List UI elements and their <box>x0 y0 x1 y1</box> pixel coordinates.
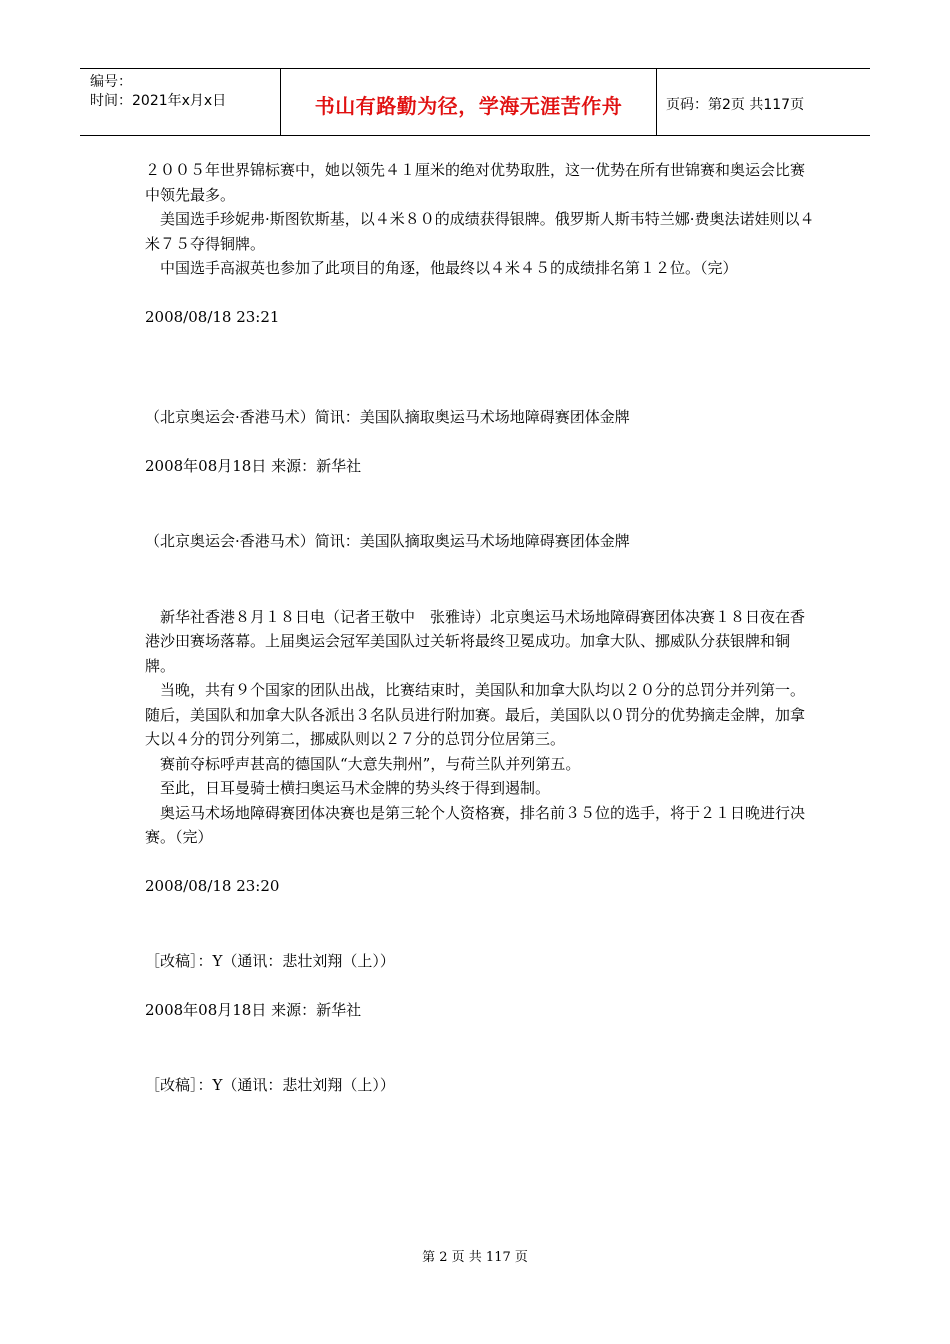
header-motto: 书山有路勤为径，学海无涯苦作舟 <box>281 69 657 135</box>
article2-dateline: 2008年08月18日 来源：新华社 <box>145 456 362 475</box>
article2-paragraph-5: 奥运马术场地障碍赛团体决赛也是第三轮个人资格赛，排名前３５位的选手，将于２１日晚进行决赛。（完） <box>145 803 806 846</box>
article2-timestamp: 2008/08/18 23:20 <box>145 876 280 895</box>
article1-paragraph-1: ２００５年世界锦标赛中，她以领先４１厘米的绝对优势取胜，这一优势在所有世锦赛和奥运会比赛中领先最多。 <box>145 161 806 204</box>
page-header <box>80 68 870 136</box>
article1-paragraph-2: 美国选手珍妮弗·斯图钦斯基，以４米８０的成绩获得银牌。俄罗斯人斯韦特兰娜·费奥法诺娃则以４米７５夺得铜牌。 <box>145 210 815 253</box>
article1-paragraph-3: 中国选手高淑英也参加了此项目的角逐，他最终以４米４５的成绩排名第１２位。（完） <box>160 259 738 277</box>
article1-timestamp: 2008/08/18 23:21 <box>145 307 280 326</box>
article3-headline-repeat: ［改稿］：Y（通讯：悲壮刘翔（上）） <box>145 1076 395 1094</box>
header-meta <box>80 69 281 135</box>
document-number-label: 编号： <box>90 74 132 90</box>
document-time-label: 时间：2021年x月x日 <box>90 93 227 109</box>
article2-headline: （北京奥运会·香港马术）简讯：美国队摘取奥运马术场地障碍赛团体金牌 <box>145 408 630 426</box>
article3-dateline: 2008年08月18日 来源：新华社 <box>145 1000 362 1019</box>
article2-headline-repeat: （北京奥运会·香港马术）简讯：美国队摘取奥运马术场地障碍赛团体金牌 <box>145 532 630 550</box>
header-page-number: 页码：第2页 共117页 <box>666 97 805 113</box>
article2-paragraph-2: 当晚，共有９个国家的团队出战，比赛结束时，美国队和加拿大队均以２０分的总罚分并列第一。随后，美国队和加拿大队各派出３名队员进行附加赛。最后，美国队以０罚分的优势摘走金牌，加拿大以４分的罚分列第二，挪威队则以２７分的总罚分位居第三。 <box>145 681 806 748</box>
article2-paragraph-4: 至此，日耳曼骑士横扫奥运马术金牌的势头终于得到遏制。 <box>160 779 551 797</box>
article3-headline: ［改稿］：Y（通讯：悲壮刘翔（上）） <box>145 952 395 970</box>
document-body <box>145 158 815 1098</box>
article2-paragraph-1: 新华社香港８月１８日电（记者王敬中 张雅诗）北京奥运马术场地障碍赛团体决赛１８日夜在香港沙田赛场落幕。上届奥运会冠军美国队过关斩将最终卫冕成功。加拿大队、挪威队分获银牌和铜牌。 <box>145 607 806 675</box>
article2-paragraph-3: 赛前夺标呼声甚高的德国队“大意失荆州”，与荷兰队并列第五。 <box>160 754 581 773</box>
page-footer: 第 2 页 共 117 页 <box>422 1250 528 1265</box>
